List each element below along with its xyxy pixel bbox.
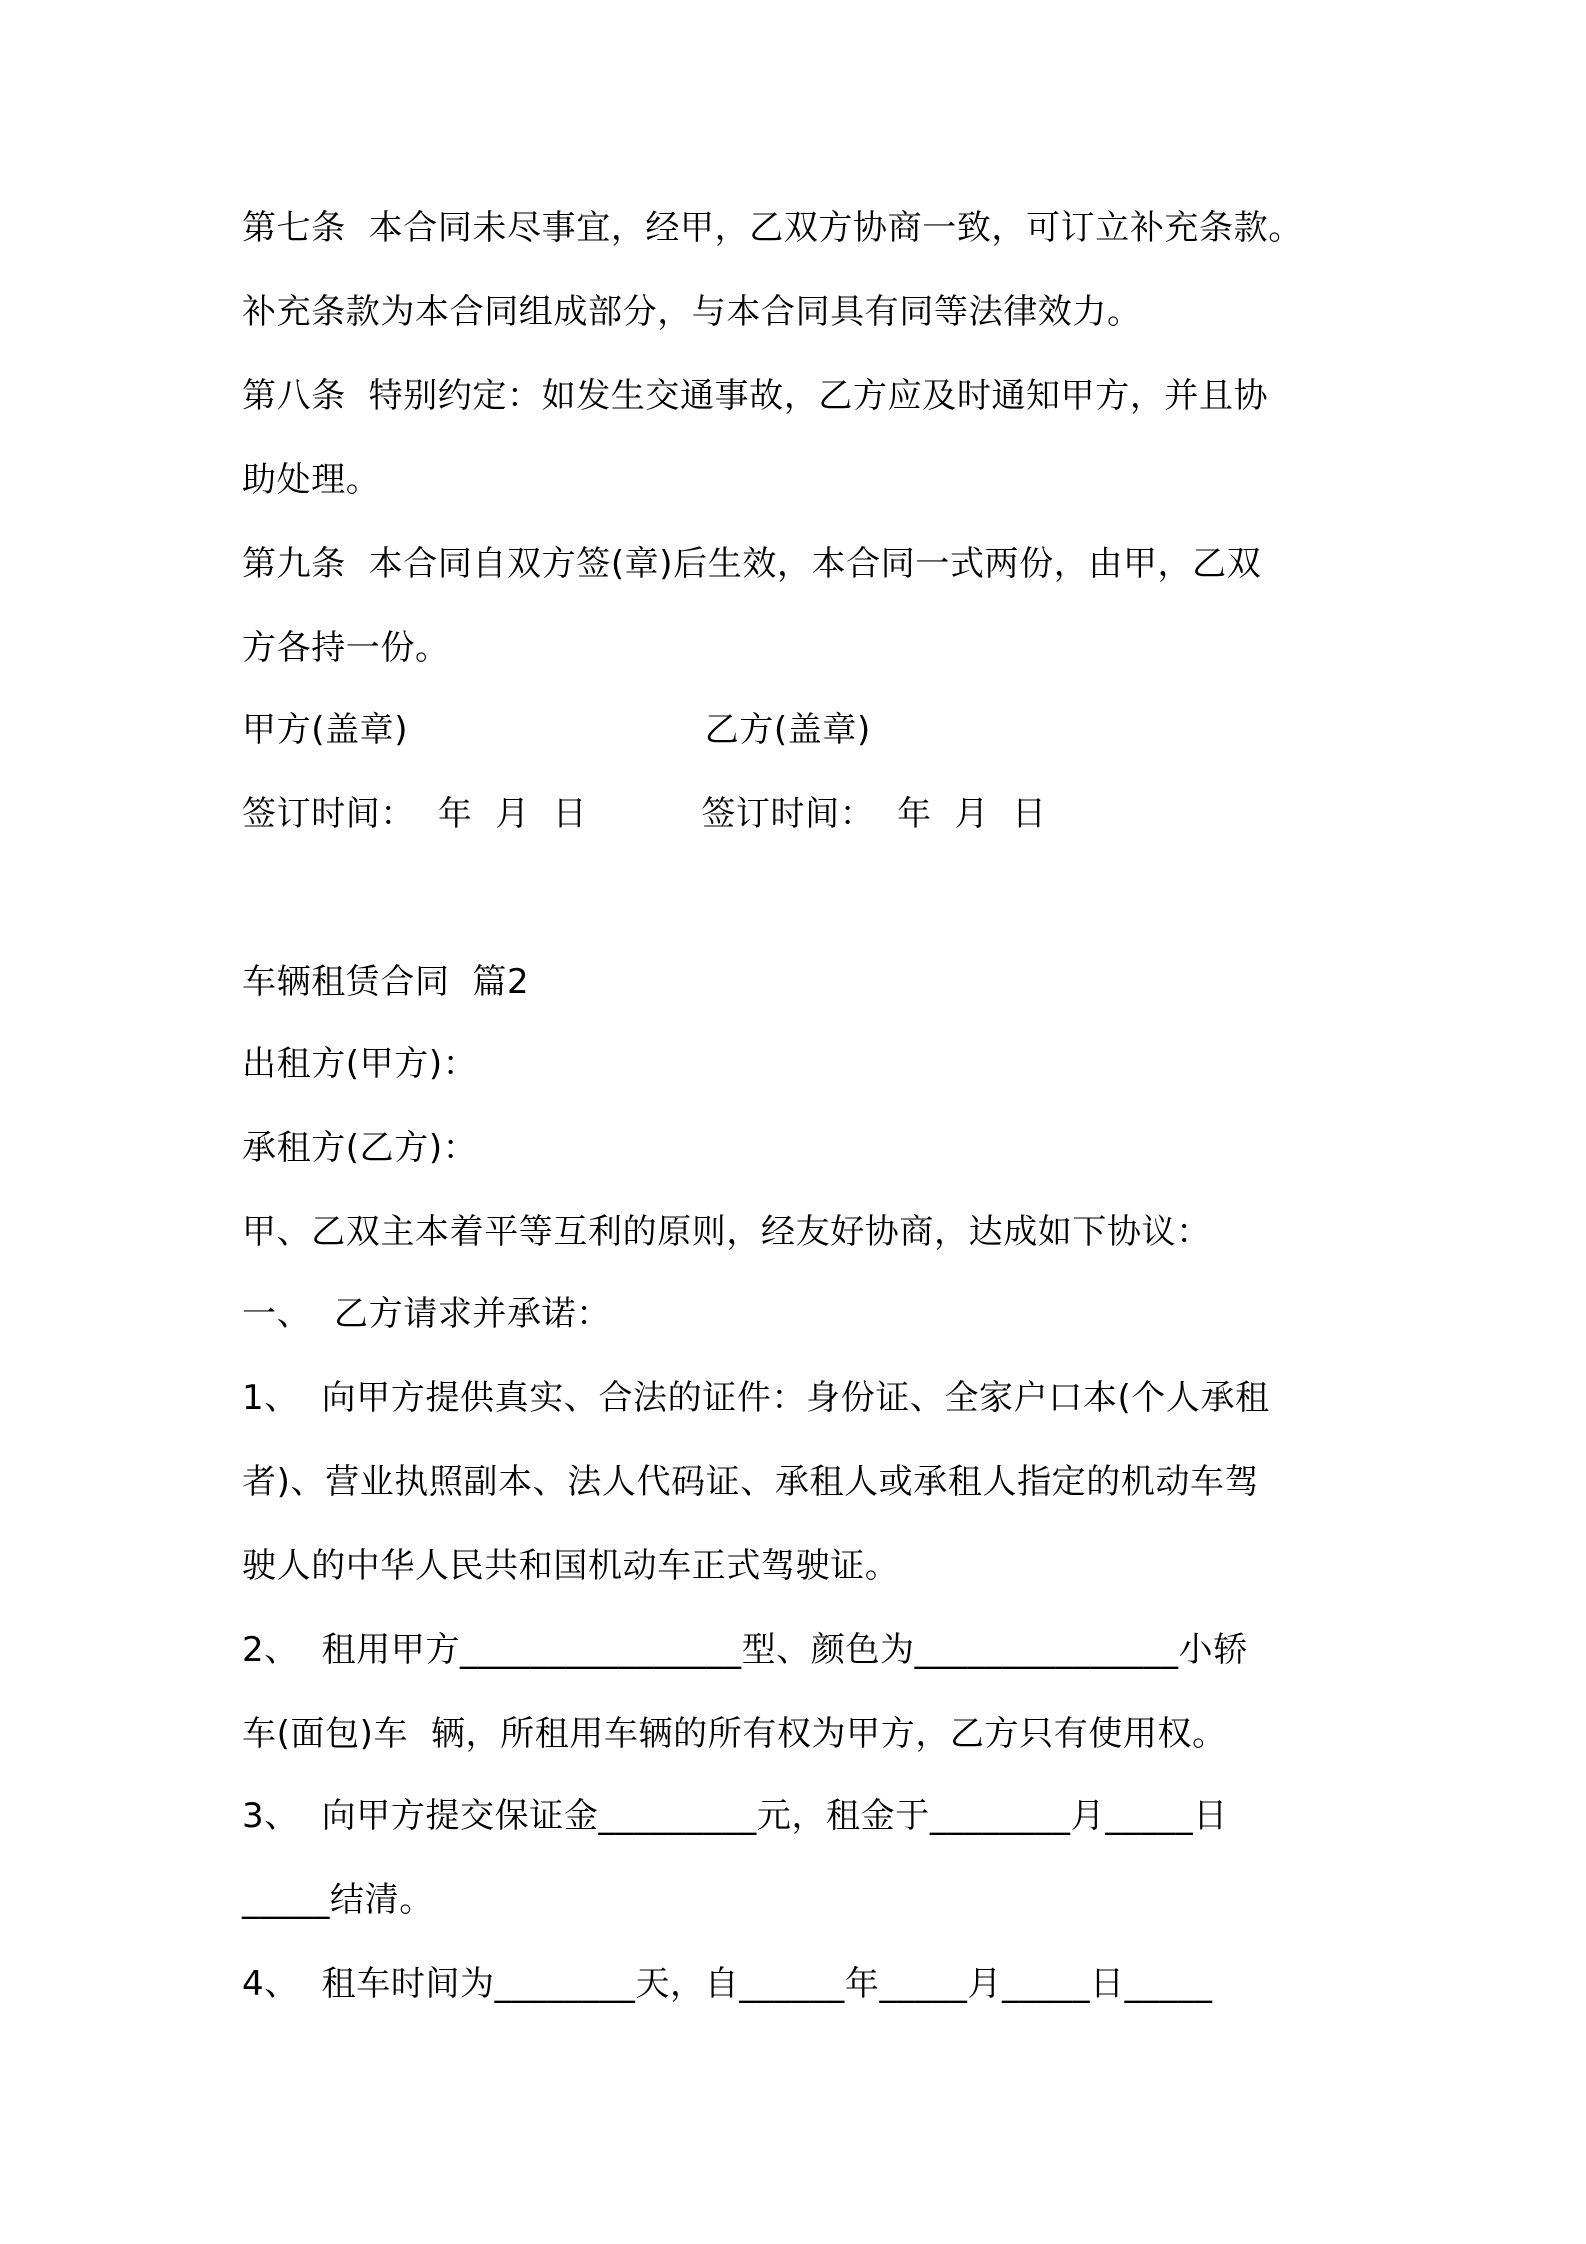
- article-9-line-2: 方各持一份。: [242, 628, 450, 668]
- item-1-line-2: 者)、营业执照副本、法人代码证、承租人或承租人指定的机动车驾: [242, 1462, 1260, 1502]
- clause-1-heading: 一、 乙方请求并承诺：: [242, 1294, 611, 1334]
- item-1-line-1: 1、 向甲方提供真实、合法的证件：身份证、全家户口本(个人承租: [242, 1378, 1270, 1418]
- item-2-line-2: 车(面包)车 辆，所租用车辆的所有权为甲方，乙方只有使用权。: [242, 1714, 1227, 1754]
- article-9-line-1: 第九条 本合同自双方签(章)后生效，本合同一式两份，由甲，乙双: [242, 544, 1262, 584]
- sign-date-line: 签订时间： 年 月 日 签订时间： 年 月 日: [242, 794, 1047, 834]
- agreement-intro: 甲、乙双主本着平等互利的原则，经友好协商，达成如下协议：: [242, 1212, 1211, 1252]
- article-8-line-1: 第八条 特别约定：如发生交通事故，乙方应及时通知甲方，并且协: [242, 376, 1269, 416]
- item-3-line-2: _____结清。: [242, 1880, 434, 1920]
- item-3-line-1: 3、 向甲方提交保证金_________元，租金于________月_____日: [242, 1796, 1228, 1836]
- item-2-line-1: 2、 租用甲方________________型、颜色为_______________小轿: [242, 1630, 1248, 1670]
- article-8-line-2: 助处理。: [242, 460, 381, 500]
- section-title: 车辆租赁合同 篇2: [242, 962, 530, 1002]
- lessee-line: 承租方(乙方)：: [242, 1128, 478, 1168]
- article-7-line-1: 第七条 本合同未尽事宜，经甲，乙双方协商一致，可订立补充条款。: [242, 208, 1303, 248]
- lessor-line: 出租方(甲方)：: [242, 1044, 478, 1084]
- seal-line: 甲方(盖章) 乙方(盖章): [242, 710, 871, 750]
- item-4-line-1: 4、 租车时间为________天，自______年_____月_____日_____: [242, 1964, 1213, 2004]
- article-7-line-2: 补充条款为本合同组成部分，与本合同具有同等法律效力。: [242, 292, 1142, 332]
- item-1-line-3: 驶人的中华人民共和国机动车正式驾驶证。: [242, 1546, 900, 1586]
